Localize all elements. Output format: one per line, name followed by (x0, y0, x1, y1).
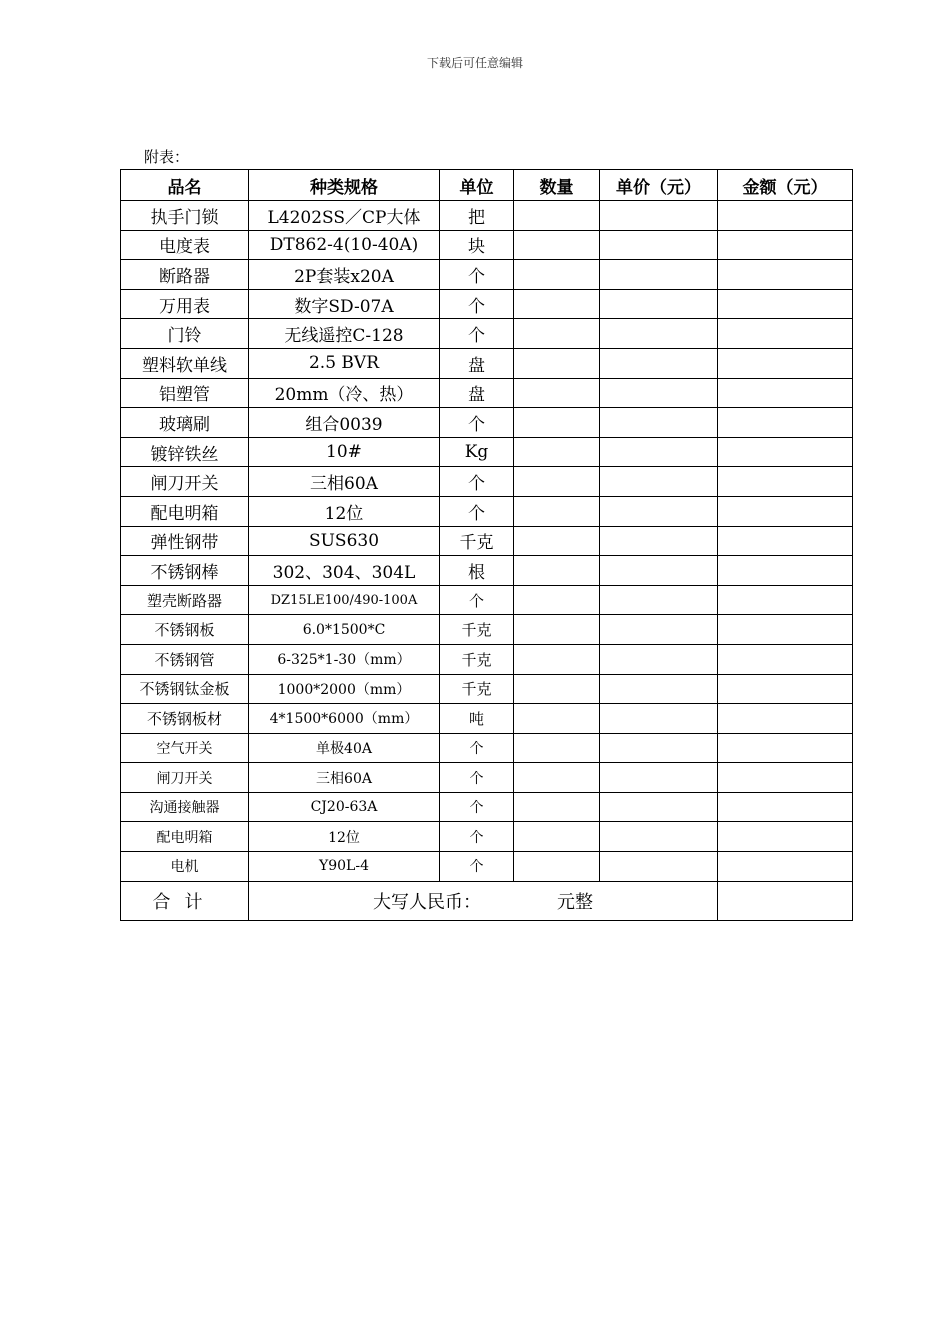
item-quantity-cell (514, 674, 600, 704)
item-unit-cell: 个 (440, 852, 514, 882)
table-row (121, 201, 853, 231)
item-unit-price-cell (600, 201, 718, 231)
item-name-cell: 电度表 (121, 230, 249, 260)
item-amount-cell (718, 763, 853, 793)
column-header-amount: 金额（元） (718, 170, 853, 201)
item-amount-cell (718, 556, 853, 586)
item-unit-cell: 个 (440, 822, 514, 852)
item-amount-cell (718, 260, 853, 290)
page-header: 下载后可任意编辑 (426, 56, 523, 70)
item-unit-price-cell (600, 437, 718, 467)
item-spec-cell: DT862-4(10-40A) (249, 230, 440, 260)
item-quantity-cell (514, 496, 600, 526)
table-row (121, 230, 853, 260)
item-quantity-cell (514, 704, 600, 734)
table-row (121, 526, 853, 556)
item-unit-price-cell (600, 467, 718, 497)
item-quantity-cell (514, 348, 600, 378)
item-amount-cell (718, 585, 853, 615)
item-unit-cell: 个 (440, 792, 514, 822)
table-row (121, 319, 853, 349)
item-unit-price-cell (600, 260, 718, 290)
item-name-cell: 弹性钢带 (121, 526, 249, 556)
item-spec-cell: Y90L-4 (249, 852, 440, 882)
item-unit-price-cell (600, 852, 718, 882)
item-spec-cell: 数字SD-07A (249, 289, 440, 319)
item-unit-cell: 个 (440, 467, 514, 497)
item-unit-cell: 千克 (440, 615, 514, 645)
item-unit-cell: 千克 (440, 674, 514, 704)
item-spec-cell: 4*1500*6000（mm） (249, 704, 440, 734)
item-spec-cell: 1000*2000（mm） (249, 674, 440, 704)
item-name-cell: 闸刀开关 (121, 763, 249, 793)
column-header-spec: 种类规格 (249, 170, 440, 201)
item-unit-cell: 个 (440, 408, 514, 438)
item-spec-cell: 12位 (249, 822, 440, 852)
item-quantity-cell (514, 852, 600, 882)
item-name-cell: 闸刀开关 (121, 467, 249, 497)
item-quantity-cell (514, 556, 600, 586)
item-name-cell: 不锈钢板 (121, 615, 249, 645)
item-amount-cell (718, 615, 853, 645)
table-row (121, 763, 853, 793)
item-amount-cell (718, 467, 853, 497)
item-unit-cell: Kg (440, 437, 514, 467)
item-amount-cell (718, 319, 853, 349)
item-unit-price-cell (600, 378, 718, 408)
item-amount-cell (718, 437, 853, 467)
table-row (121, 674, 853, 704)
item-name-cell: 空气开关 (121, 733, 249, 763)
item-quantity-cell (514, 467, 600, 497)
item-unit-price-cell (600, 644, 718, 674)
item-unit-cell: 吨 (440, 704, 514, 734)
table-row (121, 378, 853, 408)
item-spec-cell: SUS630 (249, 526, 440, 556)
item-name-cell: 不锈钢钛金板 (121, 674, 249, 704)
item-name-cell: 镀锌铁丝 (121, 437, 249, 467)
item-amount-cell (718, 526, 853, 556)
item-unit-price-cell (600, 674, 718, 704)
item-quantity-cell (514, 644, 600, 674)
table-row (121, 437, 853, 467)
item-name-cell: 不锈钢管 (121, 644, 249, 674)
item-unit-cell: 个 (440, 496, 514, 526)
item-quantity-cell (514, 615, 600, 645)
item-spec-cell: 6.0*1500*C (249, 615, 440, 645)
item-quantity-cell (514, 230, 600, 260)
item-unit-cell: 根 (440, 556, 514, 586)
item-quantity-cell (514, 408, 600, 438)
item-spec-cell: CJ20-63A (249, 792, 440, 822)
item-name-cell: 塑壳断路器 (121, 585, 249, 615)
item-amount-cell (718, 348, 853, 378)
item-amount-cell (718, 230, 853, 260)
item-spec-cell: 6-325*1-30（mm） (249, 644, 440, 674)
item-unit-cell: 把 (440, 201, 514, 231)
table-row (121, 496, 853, 526)
item-amount-cell (718, 852, 853, 882)
item-name-cell: 不锈钢棒 (121, 556, 249, 586)
item-unit-price-cell (600, 289, 718, 319)
table-row (121, 289, 853, 319)
item-spec-cell: 2.5 BVR (249, 348, 440, 378)
table-header-row (121, 170, 853, 201)
total-label: 合计 (121, 881, 249, 920)
item-amount-cell (718, 201, 853, 231)
item-quantity-cell (514, 733, 600, 763)
item-amount-cell (718, 289, 853, 319)
item-spec-cell: 2P套装x20A (249, 260, 440, 290)
table-row (121, 585, 853, 615)
item-name-cell: 配电明箱 (121, 822, 249, 852)
item-quantity-cell (514, 378, 600, 408)
item-unit-price-cell (600, 763, 718, 793)
item-unit-price-cell (600, 408, 718, 438)
table-caption: 附表： (144, 148, 190, 166)
total-row (121, 881, 853, 920)
item-amount-cell (718, 408, 853, 438)
item-unit-cell: 个 (440, 319, 514, 349)
item-quantity-cell (514, 201, 600, 231)
item-name-cell: 执手门锁 (121, 201, 249, 231)
item-spec-cell: 10# (249, 437, 440, 467)
item-unit-price-cell (600, 704, 718, 734)
item-spec-cell: 三相60A (249, 467, 440, 497)
table-row (121, 260, 853, 290)
column-header-unit-price: 单价（元） (600, 170, 718, 201)
item-name-cell: 电机 (121, 852, 249, 882)
item-unit-price-cell (600, 526, 718, 556)
item-unit-price-cell (600, 585, 718, 615)
item-name-cell: 塑料软单线 (121, 348, 249, 378)
total-amount-cell (718, 881, 853, 920)
table-row (121, 852, 853, 882)
item-spec-cell: DZ15LE100/490-100A (249, 585, 440, 615)
item-quantity-cell (514, 289, 600, 319)
item-name-cell: 万用表 (121, 289, 249, 319)
item-quantity-cell (514, 585, 600, 615)
item-name-cell: 断路器 (121, 260, 249, 290)
table-row (121, 615, 853, 645)
item-amount-cell (718, 704, 853, 734)
table-row (121, 704, 853, 734)
item-unit-price-cell (600, 496, 718, 526)
item-spec-cell: 20mm（冷、热） (249, 378, 440, 408)
column-header-unit: 单位 (440, 170, 514, 201)
item-spec-cell: 单极40A (249, 733, 440, 763)
table-row (121, 733, 853, 763)
item-unit-price-cell (600, 792, 718, 822)
item-amount-cell (718, 496, 853, 526)
table-row (121, 822, 853, 852)
item-name-cell: 沟通接触器 (121, 792, 249, 822)
item-amount-cell (718, 733, 853, 763)
item-amount-cell (718, 644, 853, 674)
table-row (121, 644, 853, 674)
table-row (121, 792, 853, 822)
item-spec-cell: 组合0039 (249, 408, 440, 438)
item-unit-cell: 个 (440, 733, 514, 763)
table-row (121, 467, 853, 497)
item-quantity-cell (514, 822, 600, 852)
item-name-cell: 不锈钢板材 (121, 704, 249, 734)
item-spec-cell: 三相60A (249, 763, 440, 793)
items-table (120, 169, 853, 921)
item-unit-price-cell (600, 556, 718, 586)
item-unit-cell: 块 (440, 230, 514, 260)
item-amount-cell (718, 822, 853, 852)
item-unit-cell: 盘 (440, 348, 514, 378)
item-unit-price-cell (600, 230, 718, 260)
table-row (121, 408, 853, 438)
item-unit-cell: 个 (440, 260, 514, 290)
item-name-cell: 铝塑管 (121, 378, 249, 408)
total-uppercase-cell (249, 881, 718, 920)
table-row (121, 348, 853, 378)
item-quantity-cell (514, 260, 600, 290)
item-amount-cell (718, 674, 853, 704)
item-unit-price-cell (600, 822, 718, 852)
item-unit-cell: 个 (440, 585, 514, 615)
table-row (121, 556, 853, 586)
item-unit-cell: 千克 (440, 526, 514, 556)
item-spec-cell: 302、304、304L (249, 556, 440, 586)
total-uppercase-label: 大写人民币： (373, 891, 481, 913)
column-header-quantity: 数量 (514, 170, 600, 201)
item-name-cell: 配电明箱 (121, 496, 249, 526)
item-unit-cell: 个 (440, 289, 514, 319)
item-quantity-cell (514, 319, 600, 349)
item-spec-cell: 无线遥控C-128 (249, 319, 440, 349)
total-suffix: 元整 (557, 891, 593, 913)
item-unit-cell: 盘 (440, 378, 514, 408)
item-quantity-cell (514, 437, 600, 467)
item-amount-cell (718, 378, 853, 408)
column-header-name: 品名 (121, 170, 249, 201)
item-unit-price-cell (600, 348, 718, 378)
item-spec-cell: 12位 (249, 496, 440, 526)
item-unit-price-cell (600, 319, 718, 349)
item-unit-cell: 个 (440, 763, 514, 793)
item-unit-price-cell (600, 733, 718, 763)
item-unit-price-cell (600, 615, 718, 645)
item-name-cell: 玻璃刷 (121, 408, 249, 438)
item-quantity-cell (514, 763, 600, 793)
item-quantity-cell (514, 526, 600, 556)
item-amount-cell (718, 792, 853, 822)
item-name-cell: 门铃 (121, 319, 249, 349)
table-body (121, 201, 853, 921)
item-spec-cell: L4202SS／CP大体 (249, 201, 440, 231)
item-unit-cell: 千克 (440, 644, 514, 674)
item-quantity-cell (514, 792, 600, 822)
